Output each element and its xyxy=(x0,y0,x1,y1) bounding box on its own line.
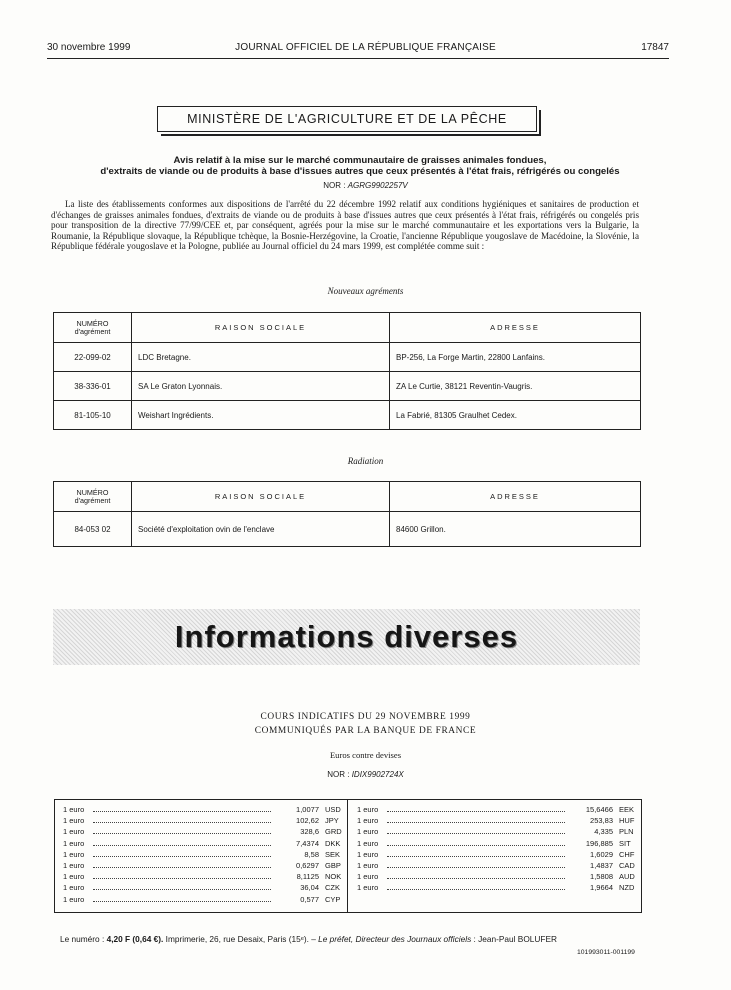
cell-adresse: BP-256, La Forge Martin, 22800 Lanfains. xyxy=(390,343,641,372)
rate-line xyxy=(357,850,637,861)
header-numero-line1: NUMÉRO xyxy=(76,487,109,497)
informations-title: Informations diverses xyxy=(174,619,519,654)
rate-line xyxy=(357,839,637,850)
table-header-row xyxy=(54,313,641,343)
header-numero-line2: d'agrément xyxy=(74,495,111,505)
cell-numero: 38-336-01 xyxy=(54,372,132,401)
rate-label: 1 euro xyxy=(357,816,379,826)
rate-label: 1 euro xyxy=(63,894,85,904)
cell-numero: 81-105-10 xyxy=(54,401,132,430)
rate-currency: CYP xyxy=(325,894,341,904)
cours-title-line2: COMMUNIQUÉS PAR LA BANQUE DE FRANCE xyxy=(254,726,477,736)
rate-line xyxy=(63,805,343,816)
rate-value: 1,6029 xyxy=(590,849,613,859)
nor-code: AGRG9902257V xyxy=(347,181,408,190)
rate-value: 0,577 xyxy=(300,894,319,904)
footer-price: 4,20 F (0,64 €). xyxy=(106,934,164,944)
header-numero-line2: d'agrément xyxy=(74,326,111,336)
avis-nor xyxy=(0,181,731,190)
rate-leader-dots xyxy=(387,811,565,812)
rate-leader-dots xyxy=(93,811,271,812)
nouveaux-table xyxy=(53,312,641,430)
header-numero-line1: NUMÉRO xyxy=(76,318,109,328)
ministry-box xyxy=(157,106,537,132)
rate-label: 1 euro xyxy=(63,838,85,848)
exchange-rates-box xyxy=(54,799,642,913)
rate-label: 1 euro xyxy=(357,849,379,859)
rate-currency: NZD xyxy=(619,883,635,893)
radiation-table xyxy=(53,481,641,547)
rate-leader-dots xyxy=(93,845,271,846)
rate-line xyxy=(357,816,637,827)
rate-leader-dots xyxy=(93,889,271,890)
column-separator xyxy=(347,800,348,912)
rate-value: 8,1125 xyxy=(296,872,319,882)
rate-line xyxy=(63,861,343,872)
rate-leader-dots xyxy=(387,889,565,890)
rate-leader-dots xyxy=(93,833,271,834)
rate-leader-dots xyxy=(387,822,565,823)
rate-leader-dots xyxy=(387,878,565,879)
cell-raison: Weishart Ingrédients. xyxy=(132,401,390,430)
nor-label: NOR : xyxy=(323,181,346,190)
rate-line xyxy=(357,883,637,894)
rate-line xyxy=(357,805,637,816)
rate-line xyxy=(63,827,343,838)
rate-currency: DKK xyxy=(325,838,341,848)
rate-value: 1,9664 xyxy=(590,883,613,893)
avis-intro-paragraph: La liste des établissements conformes aux dispositions de l'arrêté du 22 décembre 1992 relatif aux conditions hygiéniques et sanitaires de production et d'échanges de graisses animales fondues, d'extraits de viande ou de produits à base d'issues autres que ceux présentés à l'état frais, réfrigérés ou congelés pris pour transposition de la directive 77/99/CEE et, par conséquent, agréés pour la mise sur le marché communautaire et les exportations vers la Bulgarie, la Roumanie, la République slovaque, la République tchèque, la Bosnie-Herzégovine, la Croatie, l'ancienne République yougoslave de Macédoine, la Slovénie, la République fédérale yougoslave et la Pologne, publiée au Journal officiel du 24 mars 1999, est complétée comme suit : xyxy=(51,199,639,252)
footer-line xyxy=(60,934,557,944)
nor-label: NOR : xyxy=(327,770,350,779)
rate-currency: GBP xyxy=(325,860,341,870)
rate-leader-dots xyxy=(93,901,271,902)
radiation-title: Radiation xyxy=(347,456,384,466)
table-row xyxy=(54,401,641,430)
rate-currency: CHF xyxy=(619,849,635,859)
rate-line xyxy=(63,839,343,850)
header-page-number: 17847 xyxy=(641,42,669,53)
rate-value: 8,58 xyxy=(304,849,319,859)
cell-adresse: La Fabrié, 81305 Graulhet Cedex. xyxy=(390,401,641,430)
rate-currency: NOK xyxy=(325,872,342,882)
rate-currency: SEK xyxy=(325,849,341,859)
cell-raison: SA Le Graton Lyonnais. xyxy=(132,372,390,401)
header-raison: RAISON SOCIALE xyxy=(132,313,390,343)
rate-label: 1 euro xyxy=(357,805,379,814)
table-row xyxy=(54,512,641,547)
rate-value: 7,4374 xyxy=(296,838,319,848)
rate-currency: USD xyxy=(325,805,341,814)
rate-label: 1 euro xyxy=(63,883,85,893)
cell-numero: 22-099-02 xyxy=(54,343,132,372)
cell-adresse: ZA Le Curtie, 38121 Reventin-Vaugris. xyxy=(390,372,641,401)
rate-value: 1,4837 xyxy=(590,860,613,870)
rates-right-column xyxy=(357,805,637,895)
rate-line xyxy=(63,850,343,861)
rate-label: 1 euro xyxy=(63,849,85,859)
rate-value: 15,6466 xyxy=(585,805,613,814)
avis-title-line2: d'extraits de viande ou de produits à base d'issues autres que ceux présentés à l'état frais, réfrigérés ou congelés xyxy=(100,166,620,177)
nor-code: IDIX9902724X xyxy=(351,770,404,779)
rate-value: 196,885 xyxy=(585,838,613,848)
nouveaux-title: Nouveaux agréments xyxy=(327,286,404,296)
header-journal: JOURNAL OFFICIEL DE LA RÉPUBLIQUE FRANÇAISE xyxy=(235,42,496,53)
rate-leader-dots xyxy=(387,867,565,868)
header-rule xyxy=(47,58,669,59)
cell-raison: LDC Bretagne. xyxy=(132,343,390,372)
rate-label: 1 euro xyxy=(357,827,379,837)
table-row xyxy=(54,372,641,401)
rate-currency: SIT xyxy=(619,838,631,848)
rate-currency: GRD xyxy=(325,827,342,837)
rate-currency: CZK xyxy=(325,883,340,893)
rate-line xyxy=(357,861,637,872)
rate-line xyxy=(357,872,637,883)
rate-label: 1 euro xyxy=(63,860,85,870)
rate-label: 1 euro xyxy=(357,883,379,893)
rate-value: 253,83 xyxy=(590,816,613,826)
rate-label: 1 euro xyxy=(357,860,379,870)
rate-leader-dots xyxy=(93,878,271,879)
rate-value: 102,62 xyxy=(296,816,319,826)
footer-text-b: Imprimerie, 26, rue Desaix, Paris (15ᵉ). – xyxy=(163,934,319,944)
header-numero xyxy=(54,313,132,343)
cell-adresse: 84600 Grillon. xyxy=(390,512,641,547)
rate-label: 1 euro xyxy=(63,872,85,882)
rate-label: 1 euro xyxy=(357,872,379,882)
rate-line xyxy=(63,883,343,894)
rate-leader-dots xyxy=(93,856,271,857)
rate-value: 328,6 xyxy=(300,827,319,837)
rate-leader-dots xyxy=(387,833,565,834)
rate-value: 36,04 xyxy=(300,883,319,893)
rate-value: 4,335 xyxy=(594,827,613,837)
header-raison: RAISON SOCIALE xyxy=(132,482,390,512)
table-header-row xyxy=(54,482,641,512)
rate-line xyxy=(63,895,343,906)
rate-currency: AUD xyxy=(619,872,635,882)
informations-band xyxy=(53,609,640,665)
header-date: 30 novembre 1999 xyxy=(47,42,131,53)
header-numero xyxy=(54,482,132,512)
header-adresse: ADRESSE xyxy=(390,313,641,343)
rate-currency: PLN xyxy=(619,827,634,837)
footer-text-c: : Jean-Paul BOLUFER xyxy=(471,934,557,944)
ministry-title: MINISTÈRE DE L'AGRICULTURE ET DE LA PÊCHE xyxy=(187,112,507,126)
rate-leader-dots xyxy=(387,845,565,846)
rate-currency: CAD xyxy=(619,860,635,870)
cours-nor xyxy=(0,770,731,779)
rate-label: 1 euro xyxy=(357,838,379,848)
cours-subtitle: Euros contre devises xyxy=(329,750,402,760)
rate-leader-dots xyxy=(93,822,271,823)
rate-line xyxy=(63,872,343,883)
footer-code: 101993011-001199 xyxy=(577,949,635,956)
rate-line xyxy=(357,827,637,838)
header-adresse: ADRESSE xyxy=(390,482,641,512)
rate-label: 1 euro xyxy=(63,816,85,826)
rate-value: 0,6297 xyxy=(296,860,319,870)
avis-title-line1: Avis relatif à la mise sur le marché communautaire de graisses animales fondues, xyxy=(173,155,547,166)
cell-numero: 84-053 02 xyxy=(54,512,132,547)
rate-currency: EEK xyxy=(619,805,635,814)
rate-leader-dots xyxy=(387,856,565,857)
cours-title-line1: COURS INDICATIFS DU 29 NOVEMBRE 1999 xyxy=(260,712,471,722)
rate-currency: HUF xyxy=(619,816,635,826)
rate-leader-dots xyxy=(93,867,271,868)
table-row xyxy=(54,343,641,372)
footer-text-a: Le numéro : xyxy=(60,934,107,944)
rates-left-column xyxy=(63,805,343,906)
rate-label: 1 euro xyxy=(63,827,85,837)
rate-value: 1,5808 xyxy=(590,872,613,882)
rate-label: 1 euro xyxy=(63,805,85,814)
rate-line xyxy=(63,816,343,827)
footer-role: Le préfet, Directeur des Journaux officiels xyxy=(318,934,472,944)
rate-value: 1,0077 xyxy=(296,805,319,814)
rate-currency: JPY xyxy=(325,816,339,826)
cell-raison: Société d'exploitation ovin de l'enclave xyxy=(132,512,390,547)
